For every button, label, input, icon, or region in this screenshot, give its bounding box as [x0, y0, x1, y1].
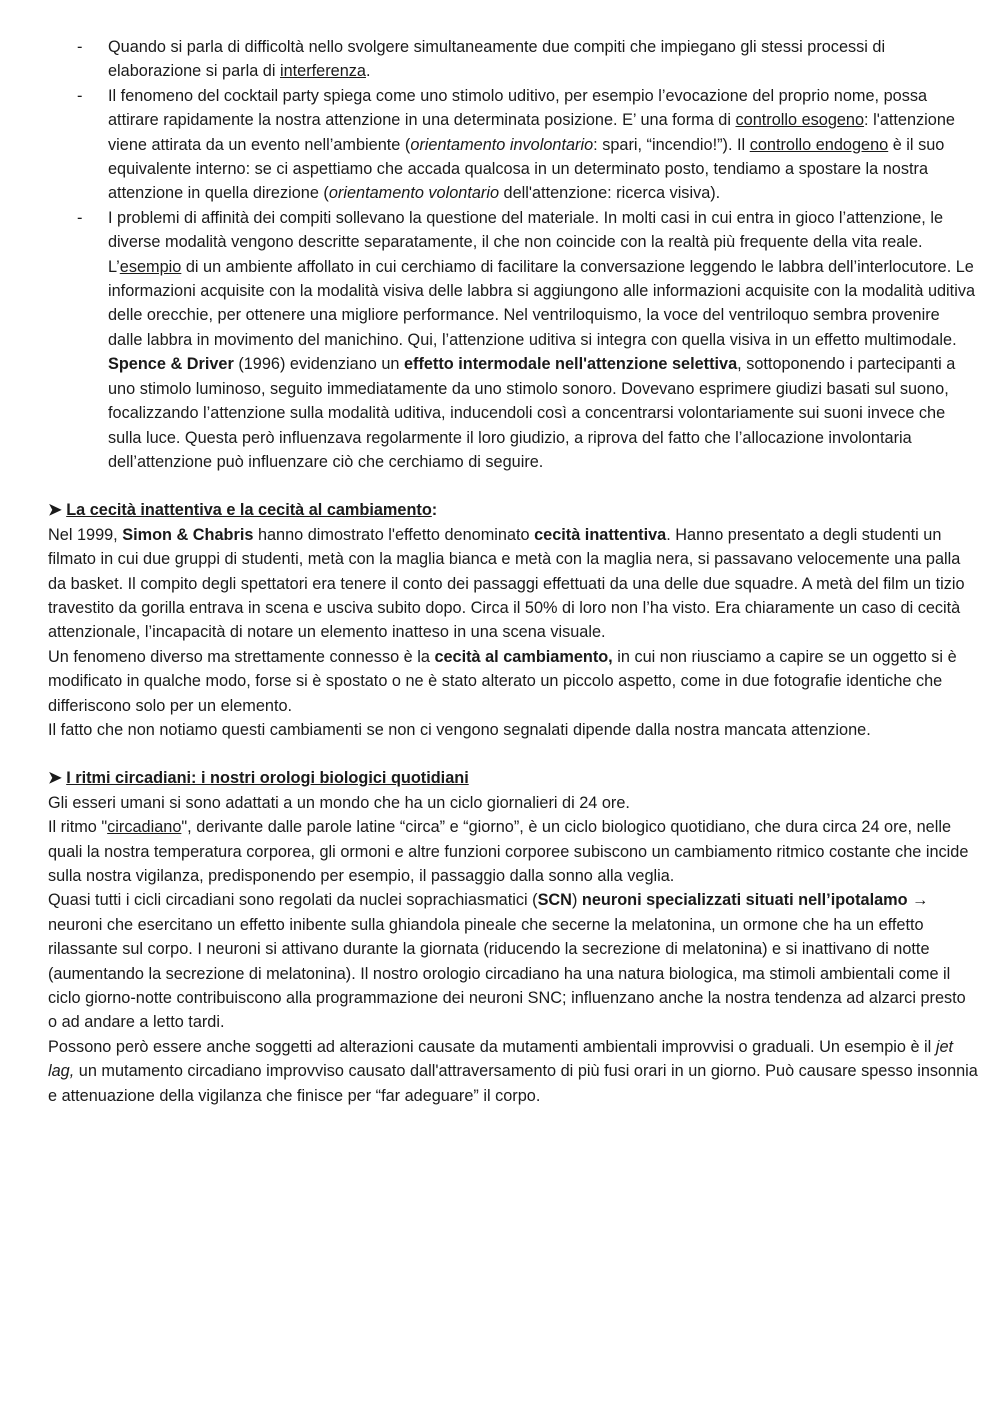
text-run: . Hanno presentato a degli studenti un filmato in cui due gruppi di studenti, metà con la maglia bianca e metà con la maglia nera, si passavano velocemente una palla da basket. Il compito degli spettatori era tenere il conto dei passaggi effettuati da una delle due squadre. A metà del film un tizio travestito da gorilla entrava in scena e usciva subito dopo. Circa il 50% di loro non l’ha visto. Era chiaramente un caso di cecità attenzionale, l’incapacità di notare un elemento inatteso in una scena visuale. [48, 525, 965, 642]
bullet-item [48, 35, 978, 84]
section-heading [48, 498, 978, 522]
bullet-body [108, 206, 978, 474]
text-run: un mutamento circadiano improvviso causato dall'attraversamento di più fusi orari in un giorno. Può causare spesso insonnia e attenuazione della vigilanza che finisce per “far adeguare” il corpo. [48, 1062, 978, 1105]
paragraph [48, 815, 978, 888]
text-run: : l'attenzione viene attirata da un evento nell’ambiente ( [108, 111, 955, 154]
section-heading [48, 766, 978, 790]
arrow-icon: ➤ [48, 501, 62, 520]
text-run: Il fenomeno del cocktail party spiega come uno stimolo uditivo, per esempio l’evocazione del proprio nome, possa attirare rapidamente la nostra attenzione in una determinata posizione. E’ una forma di [108, 86, 928, 130]
emphasis-text: controllo esogeno [735, 111, 865, 130]
text-run: Il ritmo " [48, 818, 108, 837]
emphasis-text: effetto intermodale nell'attenzione selettiva [403, 355, 738, 374]
section-title-suffix: : [431, 501, 438, 520]
text-run: ", derivante dalle parole latine “circa” e “giorno”, è un ciclo biologico quotidiano, che dura circa 24 ore, nelle quali la nostra temperatura corporea, gli ormoni e altre funzioni corporee subiscono un cambiamento ritmico costante che incide sulla nostra vigilanza, predisponendo per esempio, il passaggio dalla sonno alla veglia. [48, 818, 969, 885]
section-cecita [48, 498, 978, 742]
emphasis-text: controllo endogeno [749, 135, 889, 154]
emphasis-text: jet lag, [48, 1037, 954, 1081]
paragraph [108, 35, 978, 84]
text-run: hanno dimostrato l'effetto denominato [253, 525, 535, 544]
emphasis-text: orientamento involontario [410, 135, 594, 154]
text-run: Gli esseri umani si sono adattati a un mondo che ha un ciclo giornalieri di 24 ore. [48, 793, 630, 812]
arrow-icon: ➤ [48, 769, 62, 788]
section-ritmi-circadiani [48, 766, 978, 1108]
bullet-dash: - [77, 208, 83, 227]
paragraph [48, 718, 978, 742]
emphasis-text: neuroni specializzati situati nell’ipotalamo [581, 891, 908, 910]
text-run: Quasi tutti i cicli circadiani sono regolati da nuclei soprachiasmatici ( [48, 891, 538, 910]
text-run: in cui non riusciamo a capire se un oggetto si è modificato in qualche modo, forse si è spostato o ne è stato alterato un piccolo aspetto, come in due fotografie identiche che differiscono solo per un elemento. [48, 647, 957, 715]
text-run: . [365, 62, 371, 81]
section-body [48, 791, 978, 1108]
paragraph [48, 791, 978, 815]
section-title: I ritmi circadiani: i nostri orologi biologici quotidiani [66, 769, 469, 788]
paragraph [108, 352, 978, 474]
bullet-dash: - [77, 38, 83, 56]
document-page [48, 35, 978, 1108]
paragraph [48, 1035, 978, 1108]
text-run: Il fatto che non notiamo questi cambiamenti se non ci vengono segnalati dipende dalla nostra mancata attenzione. [48, 720, 871, 739]
emphasis-text: Spence & Driver [108, 355, 234, 374]
bullet-item [48, 206, 978, 474]
section-title: La cecità inattentiva e la cecità al cambiamento [66, 501, 432, 520]
bullet-item [48, 84, 978, 206]
text-run: Un fenomeno diverso ma strettamente connesso è la [48, 647, 435, 666]
text-run: : spari, “incendio!”). Il [593, 135, 750, 154]
paragraph [48, 523, 978, 645]
paragraph [48, 645, 978, 718]
bullet-dash: - [77, 86, 83, 105]
text-run: , sottoponendo i partecipanti a uno stimolo luminoso, seguito immediatamente da uno stimolo sonoro. Dovevano esprimere giudizi basati sul suono, focalizzando l’attenzione sulla modalità uditiva, inducendoli così a concentrarsi volontariamente sui suoni invece che sulla luce. Questa però influenzava regolarmente il loro giudizio, a riprova del fatto che l’allocazione involontaria dell’attenzione può influenzare ciò che cerchiamo di seguire. [108, 355, 956, 471]
text-run: Possono però essere anche soggetti ad alterazioni causate da mutamenti ambientali improvvisi o graduali. Un esempio è il [48, 1037, 936, 1056]
emphasis-text: esempio [119, 257, 182, 276]
paragraph [48, 888, 978, 1034]
emphasis-text: orientamento volontario [328, 184, 500, 203]
emphasis-text: cecità inattentiva [534, 525, 667, 544]
bullet-body [108, 84, 978, 206]
text-run: Nel 1999, [48, 525, 123, 544]
bullet-body [108, 35, 978, 84]
emphasis-text: interferenza [279, 62, 366, 81]
text-run: dell'attenzione: ricerca visiva). [499, 184, 721, 203]
text-run: è il suo equivalente interno: se ci aspettiamo che accada qualcosa in un determinato posto, tendiamo a spostare la nostra attenzione in quella direzione ( [108, 135, 945, 203]
text-run: Quando si parla di difficoltà nello svolgere simultaneamente due compiti che impiegano gli stessi processi di elaborazione si parla di [108, 38, 886, 81]
emphasis-text: SCN [537, 891, 572, 910]
bullet-list [48, 35, 978, 474]
text-run: I problemi di affinità dei compiti sollevano la questione del materiale. In molti casi in cui entra in gioco l’attenzione, le diverse modalità vengono descritte separatamente, il che non coincide con la realtà più frequente della vita reale. L’ [108, 208, 944, 276]
text-run: ) [571, 891, 582, 910]
section-body [48, 523, 978, 743]
text-run: di un ambiente affollato in cui cerchiamo di facilitare la conversazione leggendo le labbra dell’interlocutore. Le informazioni acquisite con la modalità visiva delle labbra si aggiungono alle informazioni acquisite con la modalità uditiva delle orecchie, per ottenere una migliore performance. Nel ventriloquismo, la voce del ventriloquo sembra provenire dalle labbra in movimento del manichino. Qui, l’attenzione uditiva si integra con quella visiva in un effetto multimodale. [108, 257, 976, 349]
paragraph [108, 206, 978, 352]
emphasis-text: cecità al cambiamento, [434, 647, 613, 666]
text-run: (1996) evidenziano un [233, 355, 404, 374]
emphasis-text: Simon & Chabris [122, 525, 254, 544]
emphasis-text: circadiano [107, 818, 182, 837]
text-run: → neuroni che esercitano un effetto inibente sulla ghiandola pineale che secerne la melatonina, un ormone che ha un effetto rilassante sul corpo. I neuroni si attivano durante la giornata (riducendo la secrezione di melatonina) e si inattivano di notte (aumentando la secrezione di melatonina). Il nostro orologio circadiano ha una natura biologica, ma stimoli ambientali come il ciclo giorno-notte contribuiscono alla programmazione dei neuroni SNC; influenzano anche la nostra tendenza ad alzarci presto o ad andare a letto tardi. [48, 891, 966, 1032]
paragraph [108, 84, 978, 206]
